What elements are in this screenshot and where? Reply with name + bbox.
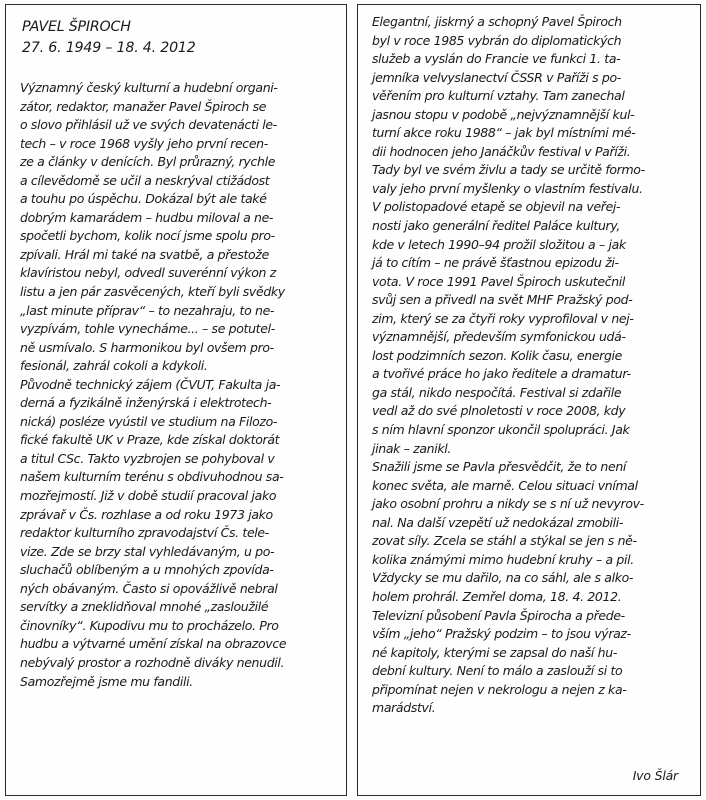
article-text-line: marádství. xyxy=(372,700,436,716)
article-text-line: významnější, především symfonickou udá- xyxy=(372,329,626,345)
article-text-line: já to cítím – ne právě šťastnou epizodu ži- xyxy=(372,255,619,271)
article-text-line: sluchačů oblíbeným a u mnohých zpovída- xyxy=(20,562,274,578)
article-column-right xyxy=(357,4,701,796)
article-text-line: redaktor kulturního zpravodajství Čs. tele- xyxy=(20,525,269,541)
article-text-line: spočetli bychom, kolik nocí jsme spolu pro- xyxy=(20,228,275,244)
article-text-line: a tvořivé práce ho jako ředitele a dramatur- xyxy=(372,366,631,382)
article-text-line: kde v letech 1990–94 prožil složitou a – jak xyxy=(372,236,626,252)
article-text-line: a touhu po úspěchu. Dokázal být ale také xyxy=(20,191,267,207)
article-text-line: tech – v roce 1968 vyšly jeho první recen- xyxy=(20,135,268,151)
article-text-line: listu a jen pár zasvěcených, kteří byli svědky xyxy=(20,284,285,300)
article-text-line: nosti jako generální ředitel Paláce kultury, xyxy=(372,218,621,234)
article-text-line: né kapitoly, kterými se zapsal do naší hu- xyxy=(372,644,617,660)
article-text-line: a titul CSc. Takto vyzbrojen se pohyboval v xyxy=(20,450,275,466)
article-text-line: jako osobní prohru a nikdy se s ní už nevyrov- xyxy=(372,496,644,512)
article-text-line: vedl až do své plnoletosti v roce 2008, kdy xyxy=(372,403,626,419)
article-text-line: Významný český kulturní a hudební organi- xyxy=(20,80,278,95)
article-text-line: vším „jeho“ Pražský podzim – to jsou výraz- xyxy=(372,626,631,642)
article-text-line: jasnou stopu v podobě „nejvýznamnější kul- xyxy=(372,106,635,122)
article-text-line: zpívali. Hrál mi také na svatbě, a přestože xyxy=(20,246,269,262)
article-text-line: ga stál, nikdo nespočítá. Festival si zdařile xyxy=(372,384,622,400)
article-text-line: věřením pro kulturní vztahy. Tam zanechal xyxy=(372,88,625,104)
article-text-line: Původně technický zájem (ČVUT, Fakulta ja- xyxy=(20,376,281,392)
article-text-line: „last minute příprav“ – to nezahraju, to ne- xyxy=(20,302,275,318)
article-text-line: služeb a vyslán do Francie ve funkci 1. ta- xyxy=(372,51,621,67)
life-dates: 27. 6. 1949 – 18. 4. 2012 xyxy=(22,40,196,56)
article-text-line: Vždycky se mu dařilo, na co sáhl, ale s alko- xyxy=(372,570,634,586)
article-text-line: nická) posléze vyústil ve studium na Filozo- xyxy=(20,413,278,429)
article-text-line: a cílevědomě se učil a neskrýval ctižádost xyxy=(20,172,270,188)
article-text-line: turní akce roku 1988“ – jak byl místními mé- xyxy=(372,125,636,141)
article-text-line: zprávař v Čs. rozhlase a od roku 1973 jako xyxy=(20,506,273,522)
article-text-line: činovníky“. Kupodivu mu to procházelo. Pro xyxy=(20,617,279,633)
article-text-line: ných obávaným. Často si opovážlivě nebral xyxy=(20,580,278,596)
article-body-left xyxy=(20,79,338,691)
article-text-line: o slovo přihlásil už ve svých devatenácti le- xyxy=(20,117,277,133)
article-text-line: vota. V roce 1991 Pavel Špiroch uskutečnil xyxy=(372,273,626,289)
article-body-right xyxy=(372,13,692,718)
article-signature: Ivo Šlár xyxy=(632,768,678,783)
article-text-line: svůj sen a přivedl na svět MHF Pražský pod- xyxy=(372,292,633,308)
article-text-line: Tady byl ve svém živlu a tady se určitě formo- xyxy=(372,162,645,178)
article-text-line: nebývalý prostor a rozhodně diváky nenudil. xyxy=(20,654,285,670)
article-text-line: derná a fyzikálně inženýrská i elektrotech- xyxy=(20,395,272,411)
article-text-line: zim, který se za čtyři roky vyprofiloval v nej- xyxy=(372,310,634,326)
article-text-line: fesionál, zahrál cokoli a kdykoli. xyxy=(20,358,208,374)
article-text-line: jemníka velvyslanectví ČSSR v Paříži s po- xyxy=(372,69,621,85)
article-text-line: vyzpívám, tohle vynecháme... – se potutel- xyxy=(20,321,275,337)
article-text-line: zátor, redaktor, manažer Pavel Špiroch se xyxy=(20,98,267,114)
article-text-line: Elegantní, jiskrný a schopný Pavel Špiroch xyxy=(372,14,622,29)
article-text-line: dební kultury. Není to málo a zaslouží si to xyxy=(372,663,623,679)
article-text-line: hudbu a výtvarné umění získal na obrazovce xyxy=(20,636,287,652)
article-text-line: dobrým kamarádem – hudbu miloval a ne- xyxy=(20,209,274,225)
article-text-line: Samozřejmě jsme mu fandili. xyxy=(20,673,193,689)
article-text-line: s ním hlavní sponzor ukončil spolupráci. Jak xyxy=(372,422,630,438)
article-text-line: zovat síly. Zcela se stáhl a stýkal se jen s ně- xyxy=(372,533,637,549)
article-text-line: fické fakultě UK v Praze, kde získal doktorát xyxy=(20,432,280,448)
article-text-line: kolika známými mimo hudební kruhy – a pil. xyxy=(372,551,634,567)
article-column-left xyxy=(5,4,347,796)
article-text-line: klavíristou nebyl, odvedl suverénní výkon z xyxy=(20,265,276,281)
obituary-heading xyxy=(22,17,196,59)
author-name: PAVEL ŠPIROCH xyxy=(22,19,131,35)
article-text-line: vize. Zde se brzy stal vyhledávaným, u po- xyxy=(20,543,275,559)
article-text-line: našem kulturním terénu s obdivuhodnou sa- xyxy=(20,469,284,485)
article-text-line: valy jeho první myšlenky o vlastním festivalu. xyxy=(372,180,643,196)
article-text-line: lost podzimních sezon. Kolik času, energie xyxy=(372,347,622,363)
article-text-line: Televizní působení Pavla Špirocha a přede- xyxy=(372,607,625,623)
article-text-line: mozřejmostí. Již v době studií pracoval jako xyxy=(20,488,277,504)
article-text-line: dii hodnocen jeho Janáčkův festival v Paříži. xyxy=(372,143,631,159)
article-text-line: ně usmívalo. S harmonikou byl ovšem pro- xyxy=(20,339,274,355)
article-text-line: V polistopadové etapě se objevil na veřej- xyxy=(372,199,621,215)
article-text-line: byl v roce 1985 vybrán do diplomatických xyxy=(372,32,622,48)
article-text-line: konec světa, ale marně. Celou situaci vnímal xyxy=(372,477,638,493)
article-text-line: připomínat nejen v nekrologu a nejen z ka- xyxy=(372,681,627,697)
article-text-line: Snažili jsme se Pavla přesvědčit, že to není xyxy=(372,459,627,475)
article-text-line: jinak – zanikl. xyxy=(372,440,452,456)
article-text-line: servítky a zneklidňoval mnohé „zasloužilé xyxy=(20,599,269,615)
article-text-line: holem prohrál. Zemřel doma, 18. 4. 2012. xyxy=(372,588,622,604)
article-text-line: ze a články v denících. Byl průrazný, rychle xyxy=(20,154,276,170)
article-text-line: nal. Na další vzepětí už nedokázal zmobili- xyxy=(372,514,624,530)
